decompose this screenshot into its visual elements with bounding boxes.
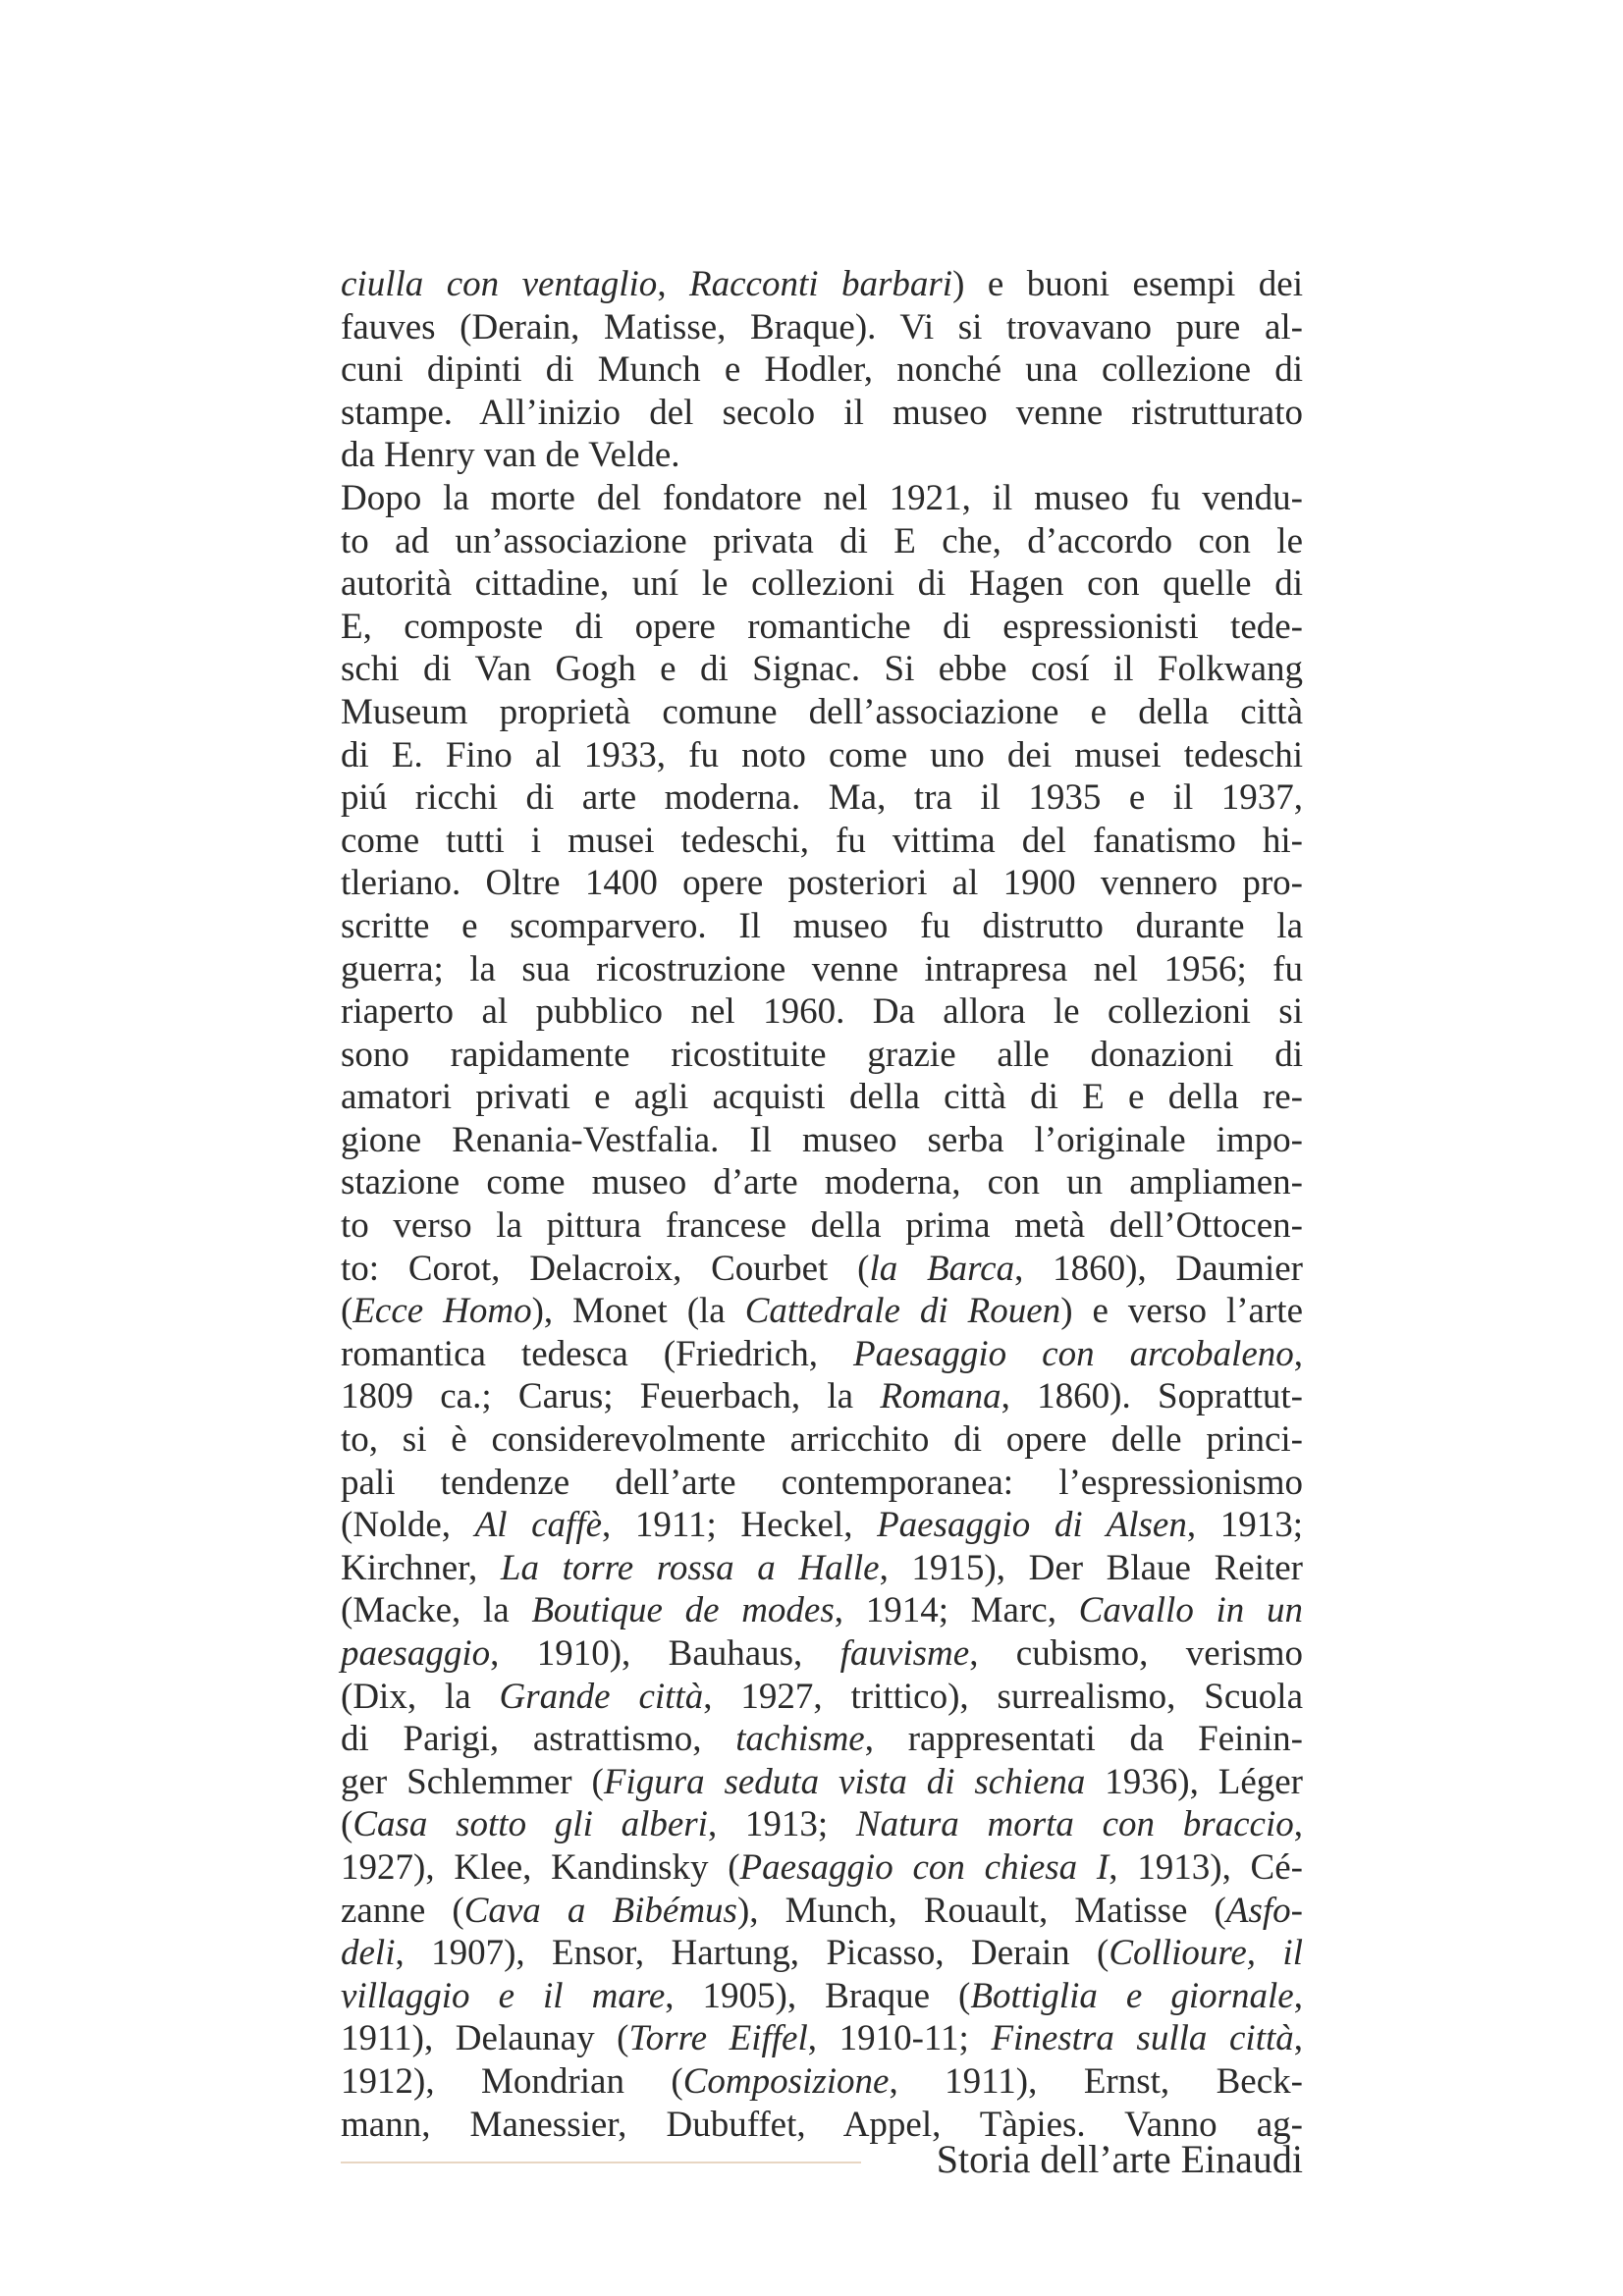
text-line <box>341 1119 1303 1162</box>
italic-title: Collioure, il <box>1109 1933 1303 1974</box>
italic-title: Racconti barbari <box>689 264 953 304</box>
text-line <box>341 1034 1303 1077</box>
text-run: , 1915), Der Blaue Reiter <box>879 1547 1303 1588</box>
text-run: stampe. All’inizio del secolo il museo venne ristrutturato <box>341 392 1303 433</box>
text-line <box>341 1890 1303 1933</box>
text-run: guerra; la sua ricostruzione venne intrapresa nel 1956; fu <box>341 948 1303 989</box>
text-run: (Nolde, <box>341 1505 475 1546</box>
text-run: ger Schlemmer ( <box>341 1761 604 1802</box>
text-run: , 1860). Soprattut- <box>1001 1376 1303 1417</box>
text-line <box>341 434 1303 477</box>
italic-title: Figura seduta vista di schiena <box>603 1761 1086 1802</box>
text-run: , 1913), Cé- <box>1109 1846 1303 1888</box>
text-line <box>341 306 1303 349</box>
text-run: Kirchner, <box>341 1547 501 1588</box>
text-run: fauves (Derain, Matisse, Braque). Vi si trovavano pure al- <box>341 306 1303 347</box>
text-run: cuni dipinti di Munch e Hodler, nonché una collezione di <box>341 349 1303 391</box>
text-run: , 1905), Braque ( <box>665 1975 971 2016</box>
text-run: , 1913; <box>707 1804 856 1845</box>
italic-title: fauvisme <box>839 1633 970 1674</box>
text-run: 1927), Klee, Kandinsky ( <box>341 1846 740 1888</box>
text-line <box>341 348 1303 392</box>
text-run: , <box>657 264 690 304</box>
text-run: riaperto al pubblico nel 1960. Da allora le collezioni si <box>341 991 1303 1033</box>
text-run: (Macke, la <box>341 1590 532 1631</box>
text-run: di Parigi, astrattismo, <box>341 1719 736 1760</box>
text-line <box>341 1547 1303 1590</box>
text-run: , <box>1293 1333 1303 1374</box>
text-run: zanne ( <box>341 1890 464 1931</box>
italic-title: Grande città <box>499 1676 704 1717</box>
italic-title: Cavallo in un <box>1078 1590 1303 1631</box>
text-run: mann, Manessier, Dubuffet, Appel, Tàpies. Vanno ag- <box>341 2104 1303 2145</box>
footer-rule <box>341 2162 861 2163</box>
italic-title: deli <box>341 1933 396 1974</box>
text-line <box>341 477 1303 520</box>
text-line <box>341 1248 1303 1291</box>
text-line <box>341 820 1303 863</box>
italic-title: Casa sotto gli alberi <box>352 1804 708 1845</box>
text-run: sono rapidamente ricostituite grazie alle donazioni di <box>341 1034 1303 1075</box>
italic-title: Cattedrale di Rouen <box>744 1291 1061 1332</box>
text-run: , 1907), Ensor, Hartung, Picasso, Derain ( <box>395 1933 1109 1974</box>
text-run: , 1911), Ernst, Beck- <box>889 2060 1303 2102</box>
italic-title: Finestra sulla città <box>991 2018 1294 2059</box>
italic-title: Cava a Bibémus <box>463 1890 737 1931</box>
text-line <box>341 1290 1303 1333</box>
italic-title: Bottiglia e giornale <box>970 1975 1294 2016</box>
text-line <box>341 734 1303 777</box>
text-line <box>341 691 1303 734</box>
text-run: stazione come museo d’arte moderna, con un ampliamen- <box>341 1162 1303 1203</box>
italic-title: Boutique de modes <box>531 1590 835 1631</box>
italic-title: Composizione <box>682 2060 890 2102</box>
text-line <box>341 948 1303 991</box>
italic-title: Paesaggio con chiesa I <box>739 1846 1109 1888</box>
text-run: 1809 ca.; Carus; Feuerbach, la <box>341 1376 881 1417</box>
text-line <box>341 562 1303 606</box>
text-run: , 1910-11; <box>807 2018 992 2059</box>
text-run: , 1927, trittico), surrealismo, Scuola <box>703 1676 1304 1717</box>
text-line <box>341 1204 1303 1248</box>
text-run: , 1860), Daumier <box>1014 1248 1303 1289</box>
text-line <box>341 1932 1303 1975</box>
text-run: , 1911; Heckel, <box>602 1505 878 1546</box>
text-run: piú ricchi di arte moderna. Ma, tra il 1935 e il 1937, <box>341 777 1303 819</box>
text-run: to verso la pittura francese della prima metà dell’Ottocen- <box>341 1205 1303 1247</box>
italic-title: Romana <box>880 1376 1001 1417</box>
text-run: romantica tedesca (Friedrich, <box>341 1333 853 1374</box>
text-line <box>341 1761 1303 1804</box>
text-run: 1912), Mondrian ( <box>341 2060 683 2102</box>
text-line <box>341 990 1303 1034</box>
text-line <box>341 1333 1303 1376</box>
text-run: pali tendenze dell’arte contemporanea: l’espressionismo <box>341 1462 1303 1503</box>
text-run: schi di Van Gogh e di Signac. Si ebbe cosí il Folkwang <box>341 649 1303 690</box>
text-run: Dopo la morte del fondatore nel 1921, il museo fu vendu- <box>341 477 1303 518</box>
text-line <box>341 1462 1303 1505</box>
text-line <box>341 1589 1303 1632</box>
paragraph-2 <box>341 477 1303 2146</box>
text-line <box>341 862 1303 905</box>
text-run: to ad un’associazione privata di E che, d’accordo con le <box>341 520 1303 561</box>
text-run: scritte e scomparvero. Il museo fu distrutto durante la <box>341 905 1303 946</box>
text-line <box>341 392 1303 435</box>
text-run: , 1913; <box>1186 1505 1303 1546</box>
text-run: ) e buoni esempi dei <box>952 264 1303 304</box>
italic-title: Al caffè <box>474 1505 603 1546</box>
text-line <box>341 905 1303 948</box>
text-run: , 1910), Bauhaus, <box>490 1633 840 1674</box>
italic-title: Paesaggio di Alsen <box>877 1505 1187 1546</box>
italic-title: villaggio e il mare <box>341 1975 666 2016</box>
text-run: 1936), Léger <box>1085 1761 1303 1802</box>
text-line <box>341 1632 1303 1676</box>
text-run: ( <box>341 1804 353 1845</box>
text-line <box>341 1161 1303 1204</box>
text-line <box>341 1076 1303 1119</box>
text-line <box>341 1375 1303 1418</box>
text-line <box>341 2060 1303 2104</box>
text-run: , cubismo, verismo <box>969 1633 1303 1674</box>
text-run: , <box>1293 1804 1304 1845</box>
text-run: , <box>1293 1975 1303 2016</box>
text-run: autorità cittadine, uní le collezioni di Hagen con quelle di <box>341 563 1303 605</box>
text-line <box>341 2017 1303 2060</box>
italic-title: ciulla con ventaglio <box>341 264 658 304</box>
text-run: , 1914; Marc, <box>834 1590 1079 1631</box>
italic-title: Asfo- <box>1225 1890 1303 1931</box>
text-line <box>341 606 1303 649</box>
text-line <box>341 1975 1303 2018</box>
text-run: ), Monet (la <box>531 1291 745 1332</box>
text-line <box>341 1504 1303 1547</box>
italic-title: Natura morta con braccio <box>855 1804 1294 1845</box>
text-run: ) e verso l’arte <box>1060 1291 1304 1332</box>
text-run: ), Munch, Rouault, Matisse ( <box>736 1890 1226 1931</box>
text-line <box>341 1846 1303 1890</box>
text-line <box>341 263 1303 306</box>
italic-title: la Barca <box>869 1248 1015 1289</box>
text-line <box>341 520 1303 563</box>
italic-title: La torre rossa a Halle <box>500 1547 880 1588</box>
italic-title: Ecce Homo <box>352 1291 532 1332</box>
italic-title: Paesaggio con arcobaleno <box>852 1333 1294 1374</box>
text-line <box>341 648 1303 691</box>
text-run: amatori privati e agli acquisti della città di E e della re- <box>341 1077 1303 1118</box>
text-run: tleriano. Oltre 1400 opere posteriori al 1900 vennero pro- <box>341 863 1303 904</box>
text-line <box>341 1803 1303 1846</box>
text-run: ( <box>341 1291 353 1332</box>
text-run: , rappresentati da Feinin- <box>864 1719 1303 1760</box>
text-run: di E. Fino al 1933, fu noto come uno dei musei tedeschi <box>341 734 1303 775</box>
paragraph-1 <box>341 263 1303 477</box>
text-run: gione Renania-Vestfalia. Il museo serba l’originale impo- <box>341 1119 1303 1160</box>
footer-series-title: Storia dell’arte Einaudi <box>936 2137 1303 2181</box>
italic-title: tachisme <box>735 1719 865 1760</box>
text-line <box>341 1676 1303 1719</box>
text-run: , <box>1293 2018 1304 2059</box>
text-run: come tutti i musei tedeschi, fu vittima del fanatismo hi- <box>341 820 1303 861</box>
text-run: to: Corot, Delacroix, Courbet ( <box>341 1248 870 1289</box>
text-run: (Dix, la <box>341 1676 500 1717</box>
text-line <box>341 776 1303 820</box>
text-run: to, si è considerevolmente arricchito di opere delle princi- <box>341 1419 1303 1461</box>
body-text <box>341 263 1303 2146</box>
text-line <box>341 1718 1303 1761</box>
text-run: Museum proprietà comune dell’associazione e della città <box>341 691 1303 732</box>
text-line <box>341 1418 1303 1462</box>
italic-title: Torre Eiffel <box>628 2018 808 2059</box>
text-run: 1911), Delaunay ( <box>341 2018 629 2059</box>
text-run: E, composte di opere romantiche di espressionisti tede- <box>341 606 1303 647</box>
text-run: da Henry van de Velde. <box>341 435 680 476</box>
italic-title: paesaggio <box>341 1633 491 1674</box>
